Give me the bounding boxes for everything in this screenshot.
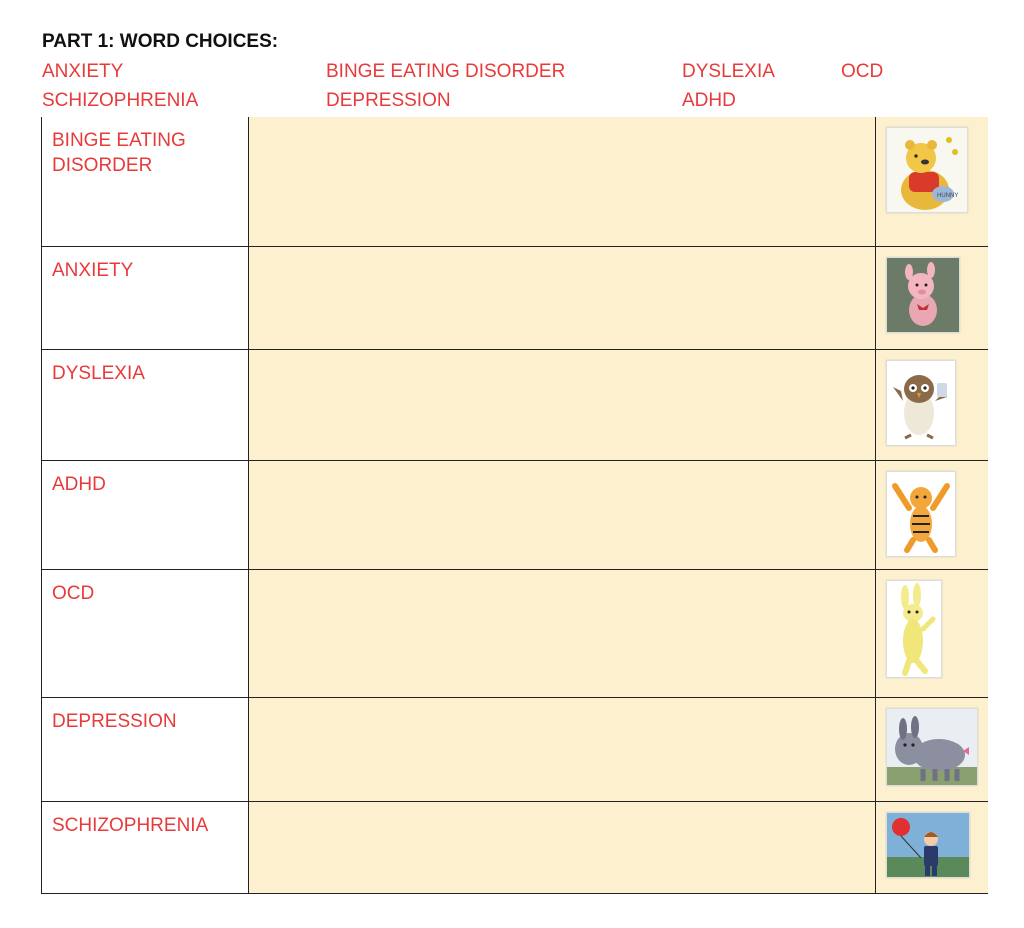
disorder-label: DYSLEXIA [52, 362, 145, 384]
disorder-label: BINGE EATING DISORDER [52, 130, 186, 176]
table-row [42, 697, 989, 801]
table-row [42, 117, 989, 246]
word-choice: OCD [841, 61, 884, 82]
word-choice: ANXIETY [42, 61, 124, 82]
table-row [42, 460, 989, 569]
answer-cell[interactable] [249, 801, 876, 893]
answer-cell[interactable] [249, 569, 876, 697]
word-choice: DEPRESSION [326, 90, 451, 111]
disorder-label: OCD [52, 582, 95, 604]
rabbit-illustration [886, 580, 942, 678]
tigger-illustration [886, 471, 956, 557]
table-row [42, 246, 989, 349]
disorder-label: DEPRESSION [52, 710, 177, 732]
picture-cell [876, 246, 989, 349]
disorder-label: ANXIETY [52, 259, 134, 281]
table-row [42, 569, 989, 697]
disorder-label-cell [42, 349, 249, 460]
disorder-label-cell [42, 801, 249, 893]
picture-cell [876, 349, 989, 460]
svg-text:HUNNY: HUNNY [937, 193, 959, 199]
part1-heading: PART 1: WORD CHOICES: [42, 31, 279, 52]
piglet-illustration [886, 257, 960, 333]
table-row [42, 349, 989, 460]
answer-cell[interactable] [249, 246, 876, 349]
pooh-illustration [886, 127, 968, 213]
word-choice: BINGE EATING DISORDER [326, 61, 566, 82]
christopher-robin-illustration [886, 812, 970, 878]
disorder-label-cell [42, 569, 249, 697]
table-row [42, 801, 989, 893]
picture-cell [876, 697, 989, 801]
owl-illustration [886, 360, 956, 446]
eeyore-illustration [886, 708, 978, 786]
picture-cell [876, 460, 989, 569]
disorder-label-cell [42, 246, 249, 349]
disorder-label-cell [42, 460, 249, 569]
word-choice: ADHD [682, 90, 736, 111]
word-choice: SCHIZOPHRENIA [42, 90, 199, 111]
answer-cell[interactable] [249, 697, 876, 801]
disorder-label: SCHIZOPHRENIA [52, 814, 209, 836]
disorder-label-cell [42, 697, 249, 801]
disorder-label-cell [42, 117, 249, 246]
picture-cell [876, 801, 989, 893]
picture-cell [876, 117, 989, 246]
answer-cell[interactable] [249, 117, 876, 246]
picture-cell [876, 569, 989, 697]
disorder-table [41, 117, 988, 894]
disorder-label: ADHD [52, 473, 106, 495]
answer-cell[interactable] [249, 460, 876, 569]
answer-cell[interactable] [249, 349, 876, 460]
word-choice: DYSLEXIA [682, 61, 775, 82]
